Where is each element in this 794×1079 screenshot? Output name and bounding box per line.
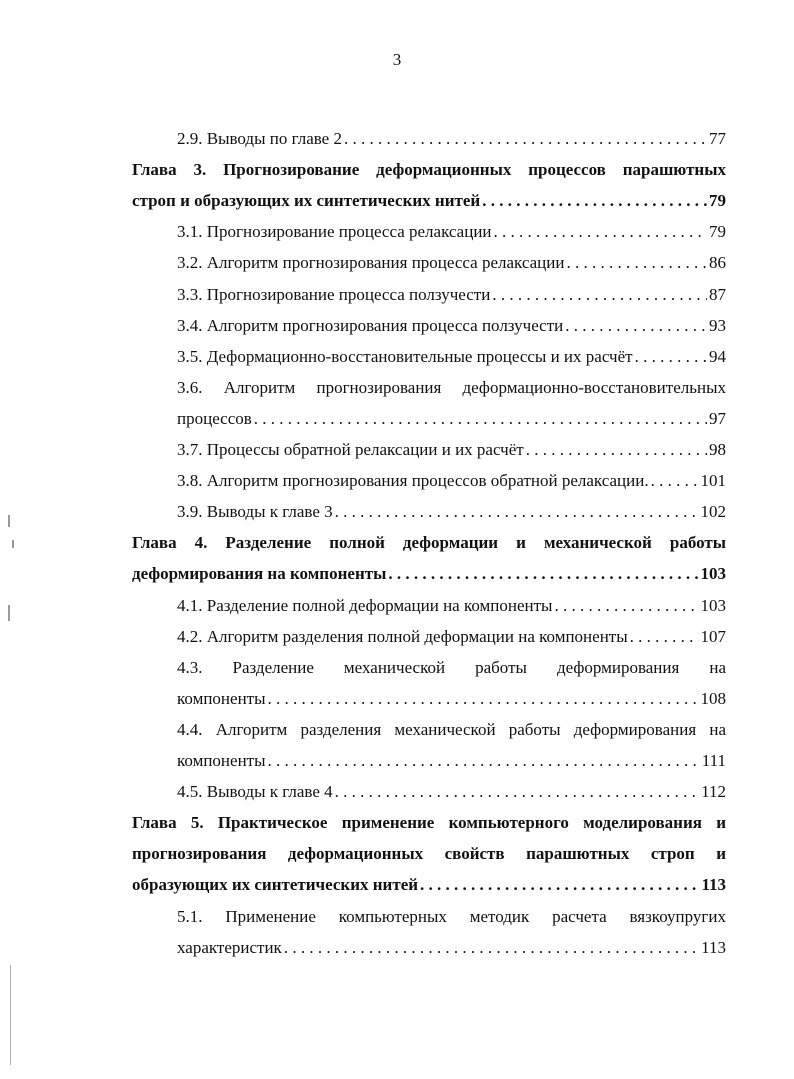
toc-page-number: 101 [700,471,726,491]
toc-title: прогнозирования деформационных свойств парашютных строп и [132,844,726,864]
toc-leader-dots [482,185,707,216]
toc-title: 4.4. Алгоритм разделения механической работы деформирования на [177,719,726,739]
scan-margin-mark [12,540,14,548]
toc-entry-line [177,123,726,154]
toc-leader-dots [630,621,699,652]
toc-leader-dots [492,279,707,310]
toc-page-number: 93 [709,315,726,335]
toc-entry-line [177,683,726,714]
toc-page-number: 102 [700,502,726,522]
toc-entry-line [177,310,726,341]
toc-entry-line [177,496,726,527]
toc-title: строп и образующих их синтетических нитей [132,191,481,211]
toc-leader-dots [635,341,707,372]
toc-page-number: 94 [709,346,726,366]
toc-leader-dots [420,869,699,900]
toc-title: 4.2. Алгоритм разделения полной деформации на компоненты [177,626,628,646]
toc-title: 3.3. Прогнозирование процесса ползучести [177,284,491,304]
toc-entry-line [177,932,726,963]
toc-page-number: 103 [700,595,726,615]
toc-title: 4.1. Разделение полной деформации на компоненты [177,595,553,615]
toc-leader-dots [565,310,707,341]
toc-title: образующих их синтетических нитей [132,875,419,895]
toc-page-number: 103 [700,564,726,584]
toc-title: 3.8. Алгоритм прогнозирования процессов обратной релаксации. [177,471,649,491]
toc-page-number: 98 [709,440,726,459]
toc-title: 3.6. Алгоритм прогнозирования деформационно-восстановительных [177,377,726,397]
toc-title: 3.2. Алгоритм прогнозирования процесса релаксации [177,253,565,273]
toc-title: 2.9. Выводы по главе 2 [177,129,342,148]
toc-leader-dots [268,683,699,714]
toc-title: деформирования на компоненты [132,564,387,584]
toc-entry-line [177,465,726,496]
toc-title: 5.1. Применение компьютерных методик расчета вязкоупругих [177,906,726,926]
toc-entry-line [177,714,726,745]
scan-margin-mark [8,515,10,527]
toc-leader-dots [388,558,698,589]
toc-page-number: 113 [701,937,726,957]
toc-chapter-line [132,838,726,869]
toc-page-number: 113 [701,875,726,895]
toc-title: процессов [177,408,252,428]
toc-entry-line [177,372,726,403]
toc-entry-line [177,216,726,247]
toc-page-number: 108 [700,688,726,708]
toc-page-number: 79 [709,222,726,242]
toc-page-number: 77 [709,129,726,148]
toc-title: Глава 4. Разделение полной деформации и механической работы [132,533,726,553]
toc-leader-dots [651,465,699,496]
toc-entry-line [177,279,726,310]
toc-title: 3.4. Алгоритм прогнозирования процесса ползучести [177,315,564,335]
toc-leader-dots [554,590,698,621]
toc-leader-dots [254,403,707,434]
toc-leader-dots [335,776,700,807]
toc-page-number: 111 [701,751,726,770]
toc-title: Глава 3. Прогнозирование деформационных процессов парашютных [132,160,726,180]
toc-chapter-line [132,558,726,589]
toc-chapter-line [132,185,726,216]
toc-page-number: 97 [709,408,726,428]
toc-entry-line [177,776,726,807]
toc-page-number: 87 [709,284,726,304]
toc-entry-line [177,247,726,278]
toc-title: 3.1. Прогнозирование процесса релаксации [177,222,492,242]
toc-entry-line [177,621,726,652]
toc-title: 3.7. Процессы обратной релаксации и их расчёт [177,440,524,459]
toc-leader-dots [344,123,707,154]
toc-entry-line [177,341,726,372]
toc-leader-dots [268,745,700,776]
page-number: 3 [392,50,402,69]
toc-entry-line [177,901,726,932]
toc-entry-line [177,652,726,683]
toc-leader-dots [335,496,699,527]
toc-entry-line [177,434,726,465]
toc-leader-dots [494,216,707,247]
toc-title: 4.5. Выводы к главе 4 [177,782,333,802]
toc-chapter-line [132,869,726,900]
toc-title: 3.5. Деформационно-восстановительные процессы и их расчёт [177,346,633,366]
toc-chapter-line [132,527,726,558]
toc-chapter-line [132,154,726,185]
scan-margin-mark [10,965,11,1065]
toc-entry-line [177,590,726,621]
toc-title: характеристик [177,937,282,957]
toc-page-number: 112 [701,782,726,802]
toc-entry-line [177,403,726,434]
toc-title: компоненты [177,751,266,770]
toc-leader-dots [566,247,707,278]
toc-page-number: 79 [709,191,726,211]
scan-margin-mark [8,605,10,621]
toc-page-number: 86 [709,253,726,273]
toc-title: Глава 5. Практическое применение компьютерного моделирования и [132,813,726,833]
toc-title: 3.9. Выводы к главе 3 [177,502,333,522]
toc-chapter-line [132,807,726,838]
toc-entry-line [177,745,726,776]
toc-leader-dots [526,434,707,465]
toc-title: 4.3. Разделение механической работы деформирования на [177,657,726,677]
toc-leader-dots [284,932,699,963]
toc-page-number: 107 [700,626,726,646]
toc-title: компоненты [177,688,266,708]
